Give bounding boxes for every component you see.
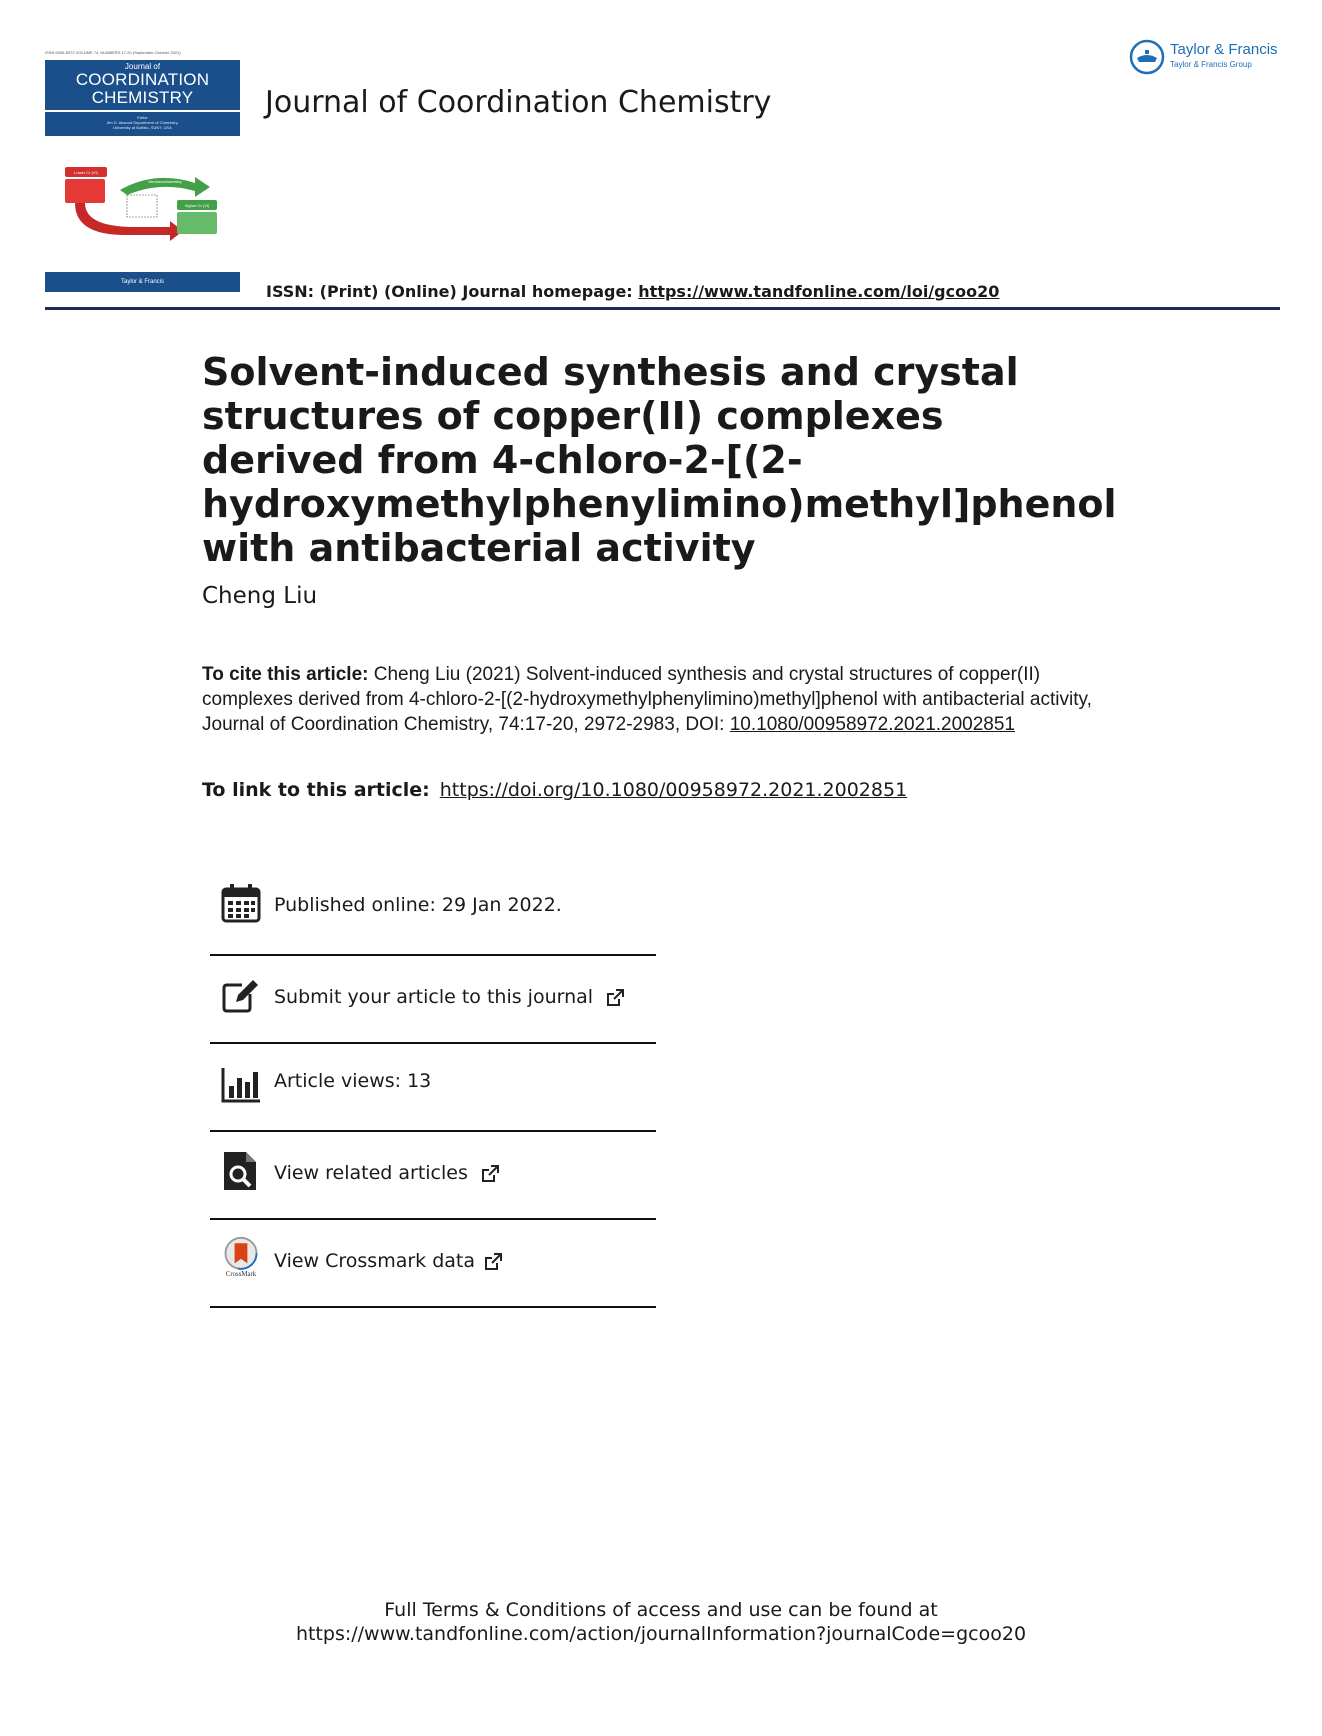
cover-journal-small: Journal of: [124, 62, 161, 71]
article-link: [202, 779, 907, 801]
cover-figure-right: Higher Cr (VI): [184, 203, 210, 208]
cover-editor-line-3: University at Buffalo, SUNY, USA: [113, 125, 172, 130]
crossmark-icon: [220, 1236, 262, 1278]
cite-label: To cite this article:: [202, 664, 369, 685]
cover-publisher: Taylor & Francis: [120, 279, 164, 285]
related-articles-link[interactable]: [274, 1162, 500, 1184]
submit-row[interactable]: [210, 956, 656, 1044]
crossmark-link[interactable]: [274, 1250, 503, 1272]
crossmark-logo-text: CrossMark: [225, 1271, 257, 1278]
views-row: [210, 1044, 656, 1132]
crossmark-label: View Crossmark data: [274, 1250, 476, 1272]
row-divider: [210, 1306, 656, 1308]
article-views: Article views: 13: [274, 1070, 432, 1092]
bar-chart-icon: [220, 1064, 262, 1106]
journal-cover: [45, 50, 240, 292]
crossmark-row[interactable]: [210, 1220, 656, 1308]
cover-journal-big-2: CHEMISTRY: [91, 88, 194, 107]
link-label: To link to this article:: [202, 779, 430, 801]
issn-line: [266, 282, 999, 301]
article-title: Solvent-induced synthesis and crystal structures of copper(II) complexes derived from 4-chloro-2-[(2-hydroxymethylphenylimino)methyl]phenol with antibacterial activity: [202, 350, 1117, 570]
footer-terms: Full Terms & Conditions of access and use can be found at: [384, 1599, 938, 1621]
published-row: [210, 868, 656, 956]
cite-text: Cheng Liu (2021) Solvent-induced synthesis and crystal structures of copper(II) complexes derived from 4-chloro-2-[(2-hydroxymethylphenylimino)methyl]phenol with antibacterial activity, Journal of Coordination Chemistry, 74:17-20, 2972-2983, DOI:: [202, 664, 1092, 735]
publisher-lamp-icon: [1128, 38, 1166, 76]
footer: [0, 1598, 1322, 1646]
publisher-name: Taylor & Francis: [1170, 41, 1278, 58]
publisher-logo[interactable]: [1128, 38, 1288, 78]
cover-figure-mid: Mechanochemistry: [148, 179, 182, 184]
article-author: Cheng Liu: [202, 583, 318, 609]
journal-homepage-link[interactable]: https://www.tandfonline.com/loi/gcoo20: [638, 282, 1000, 301]
cover-editor-line-2: Jim D. Atwood Department of Chemistry,: [106, 120, 179, 125]
edit-icon: [220, 974, 262, 1016]
cover-editor-line-1: Editor: [137, 115, 148, 120]
cover-publisher-band: [45, 272, 240, 292]
external-link-icon: [480, 1164, 500, 1184]
related-row[interactable]: [210, 1132, 656, 1220]
cover-editor-band: [45, 112, 240, 136]
citation: [202, 662, 1102, 737]
external-link-icon: [605, 988, 625, 1008]
article-doi-link[interactable]: https://doi.org/10.1080/00958972.2021.2002851: [439, 779, 908, 801]
publisher-group: Taylor & Francis Group: [1170, 60, 1252, 69]
related-label: View related articles: [274, 1162, 468, 1184]
journal-title: Journal of Coordination Chemistry: [265, 85, 772, 120]
issn-text: ISSN: (Print) (Online) Journal homepage:: [266, 282, 639, 301]
cover-figure-bottom: Conventional Method: [116, 234, 154, 239]
cover-journal-big-1: COORDINATION: [75, 70, 210, 89]
external-link-icon: [483, 1252, 503, 1272]
footer-terms-url[interactable]: https://www.tandfonline.com/action/journalInformation?journalCode=gcoo20: [295, 1623, 1027, 1645]
document-search-icon: [220, 1150, 262, 1192]
cover-figure-left: Lower Cr (VI): [74, 170, 98, 175]
published-date: Published online: 29 Jan 2022.: [274, 894, 562, 916]
submit-label: Submit your article to this journal: [274, 986, 594, 1008]
submit-article-link[interactable]: [274, 986, 625, 1008]
calendar-icon: [220, 882, 262, 924]
cite-doi-link[interactable]: 10.1080/00958972.2021.2002851: [729, 714, 1016, 735]
header-divider: [45, 307, 1280, 310]
cover-graphic: [65, 165, 275, 250]
cover-issn-line: ISSN 0095-8972 VOLUME 74, NUMBERS 17-20 (September-October 2021): [45, 50, 181, 55]
cover-title-band: [45, 60, 240, 110]
